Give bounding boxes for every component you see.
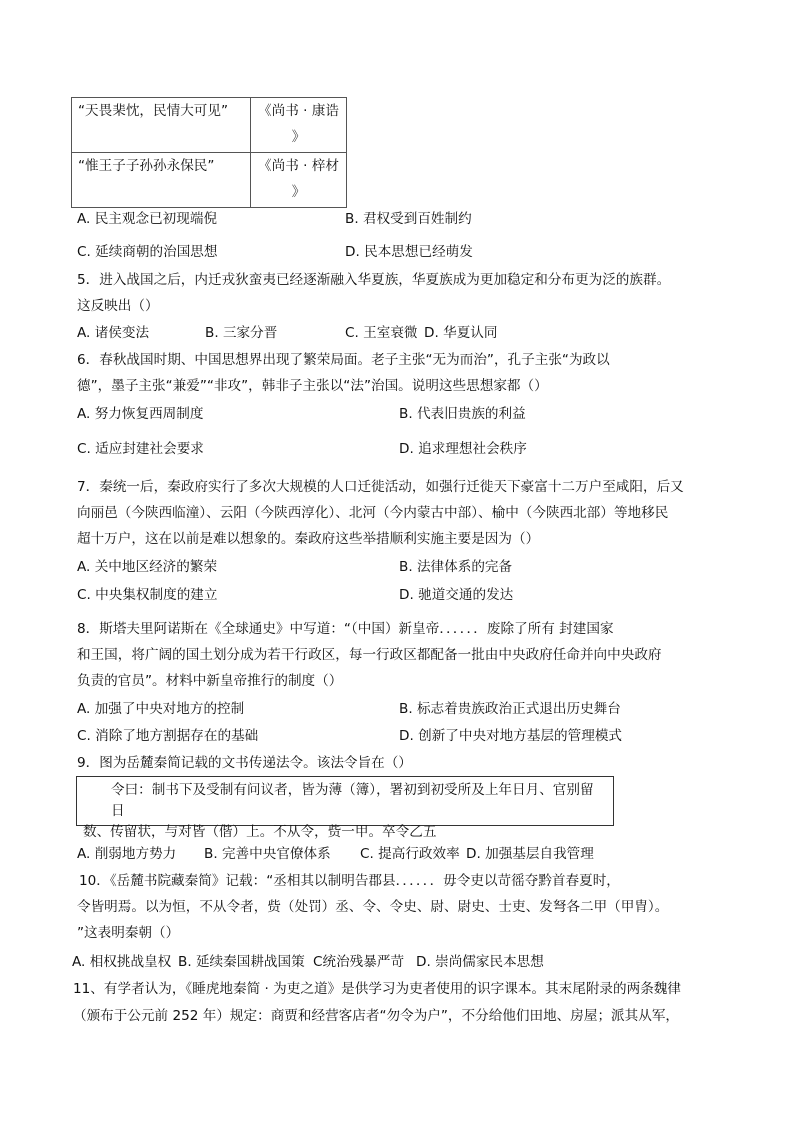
quote-table <box>71 97 347 208</box>
q5-option-c: C. 王室衰微 <box>345 325 418 341</box>
q6-option-a: A. 努力恢复西周制度 <box>77 406 204 422</box>
q9-option-d: D. 加强基层自我管理 <box>466 846 594 862</box>
q7-stem-line1: 7．秦统一后，秦政府实行了多次大规模的人口迁徙活动，如强行迁徙天下豪富十二万户至咸阳，后又 <box>77 479 684 495</box>
q10-stem-line1: 10．《岳麓书院藏秦简》记载：“丞相其以制明告郡县．．．．．．毋令吏以苛徭夺黔首春夏时， <box>79 873 620 889</box>
q11-stem-line2: （颁布于公元前 252 年）规定：商贾和经营客店者“勿令为户”，不分给他们田地、房屋；派其从军， <box>73 1008 680 1024</box>
q8-stem-line1: 8．斯塔夫里阿诺斯在《全球通史》中写道：“（中国）新皇帝．．．．．．废除了所有 封建国家 <box>77 621 614 637</box>
q8-option-b: B. 标志着贵族政治正式退出历史舞台 <box>399 701 621 717</box>
q9-option-a: A. 削弱地方势力 <box>77 846 177 862</box>
q8-option-d: D. 创新了中央对地方基层的管理模式 <box>399 728 623 744</box>
source-cell <box>251 98 347 153</box>
q7-stem-line3: 超十万户，这在以前是难以想象的。秦政府这些举措顺利实施主要是因为（） <box>77 531 540 547</box>
q6-option-c: C. 适应封建社会要求 <box>77 441 204 457</box>
q9-excerpt-line2: 数、传留状，与对皆（偕）上。不从令，赀一甲。卒令乙五 <box>83 824 437 840</box>
quote-cell: “惟王子子孙孙永保民” <box>72 153 251 208</box>
q8-option-a: A. 加强了中央对地方的控制 <box>77 701 245 717</box>
q7-option-d: D. 驰道交通的发达 <box>399 587 514 603</box>
source-close: 》 <box>291 129 306 145</box>
source-title: 《尚书 · 梓材 <box>258 158 339 174</box>
q10-option-c: C统治残暴严苛 <box>313 954 405 970</box>
q6-stem-line2: 德”，墨子主张“兼爱”“非攻”，韩非子主张以“法”治国。说明这些思想家都（） <box>77 378 548 394</box>
q9-stem: 9．图为岳麓秦简记载的文书传递法令。该法令旨在（） <box>77 755 412 771</box>
q10-option-b: B. 延续秦国耕战国策 <box>178 954 305 970</box>
q9-excerpt-line1: 令曰：制书下及受制有问议者，皆为薄（簿），署初到初受所及上年日月、官别留日 <box>111 782 594 819</box>
source-title: 《尚书 · 康诰 <box>258 103 339 119</box>
q6-stem-line1: 6．春秋战国时期、中国思想界出现了繁荣局面。老子主张“无为而治”，孔子主张“为政以 <box>77 352 610 368</box>
q8-stem-line3: 负责的官员”。材料中新皇帝推行的制度（） <box>77 673 343 689</box>
q4-option-d: D. 民本思想已经萌发 <box>345 244 473 260</box>
q10-option-d: D. 崇尚儒家民本思想 <box>416 954 544 970</box>
q11-stem-line1: 11、有学者认为，《睡虎地秦简 · 为吏之道》是供学习为吏者使用的识字课本。其末尾附录的两条魏律 <box>73 981 681 997</box>
q10-stem-line3: ”这表明秦朝（） <box>77 925 180 941</box>
q7-stem-line2: 向丽邑（今陕西临潼）、云阳（今陕西淳化）、北河（今内蒙古中部）、榆中（今陕西北部）等地移民 <box>77 505 669 521</box>
q9-option-b: B. 完善中央官僚体系 <box>204 846 331 862</box>
source-cell <box>251 153 347 208</box>
source-close: 》 <box>291 184 306 200</box>
q10-stem-line2: 令皆明焉。以为恒，不从令者，赀（处罚）丞、令、令史、尉、尉史、士吏、发弩各二甲（甲胄）。 <box>77 899 669 915</box>
q5-option-d: D. 华夏认同 <box>424 325 498 341</box>
q9-option-c: C. 提高行政效率 <box>360 846 460 862</box>
q7-option-a: A. 关中地区经济的繁荣 <box>77 559 218 575</box>
q4-option-c: C. 延续商朝的治国思想 <box>77 244 218 260</box>
q4-option-a: A. 民主观念已初现端倪 <box>77 211 218 227</box>
q7-option-b: B. 法律体系的完备 <box>399 559 513 575</box>
q5-option-a: A. 诸侯变法 <box>77 325 150 341</box>
q8-stem-line2: 和王国，将广阔的国土划分成为若干行政区，每一行政区都配备一批由中央政府任命并向中央政府 <box>77 647 662 663</box>
q5-stem-line2: 这反映出（） <box>77 298 159 314</box>
q10-option-a: A. 相权挑战皇权 <box>72 954 172 970</box>
q4-option-b: B. 君权受到百姓制约 <box>345 211 472 227</box>
q5-option-b: B. 三家分晋 <box>205 325 278 341</box>
q9-law-excerpt-box <box>76 776 614 840</box>
table-row <box>72 153 347 208</box>
q7-option-c: C. 中央集权制度的建立 <box>77 587 218 603</box>
quote-cell: “天畏棐忱，民情大可见” <box>72 98 251 153</box>
q6-option-b: B. 代表旧贵族的利益 <box>399 406 526 422</box>
q5-stem-line1: 5．进入战国之后，内迁戎狄蛮夷已经逐渐融入华夏族，华夏族成为更加稳定和分布更为泛的族群。 <box>77 272 671 288</box>
q8-option-c: C. 消除了地方割据存在的基础 <box>77 728 259 744</box>
q6-option-d: D. 追求理想社会秩序 <box>399 441 527 457</box>
table-row <box>72 98 347 153</box>
